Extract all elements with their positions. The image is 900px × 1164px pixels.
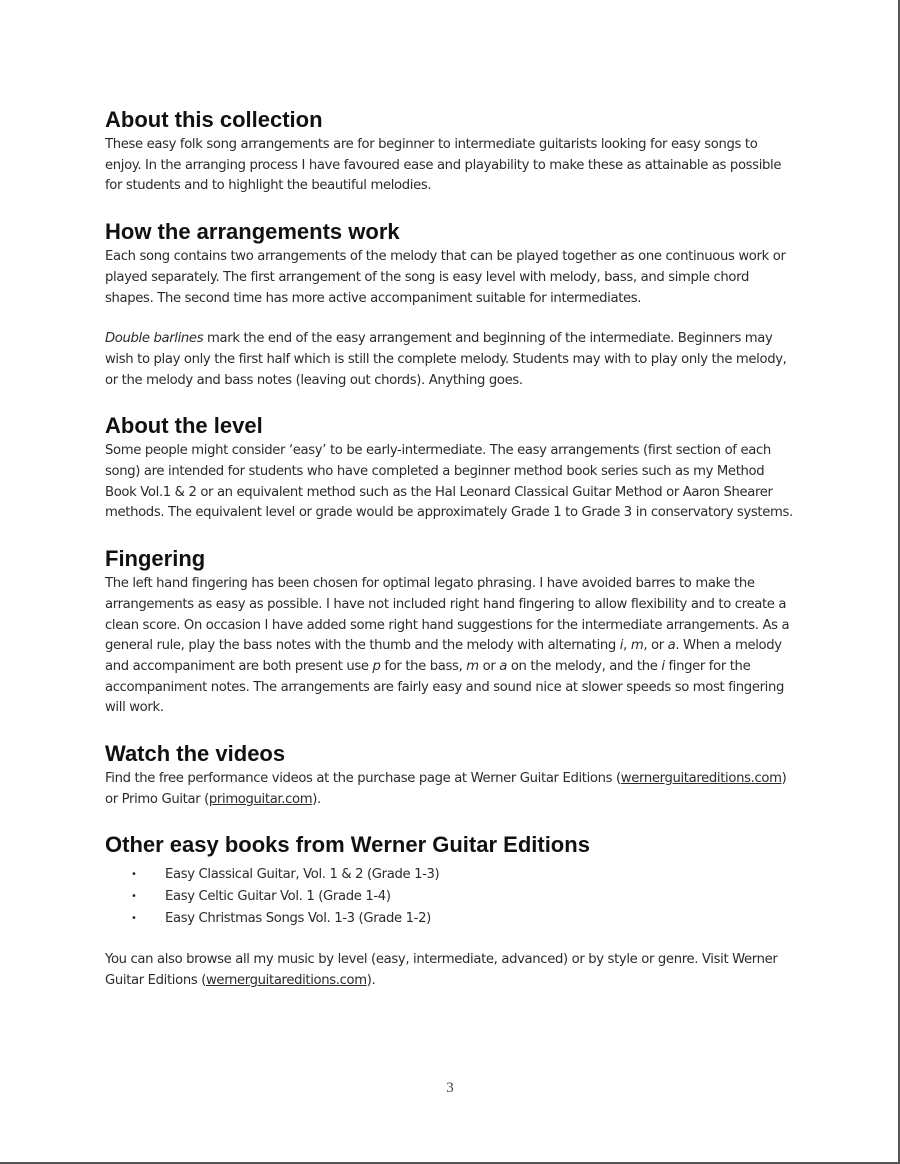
link-primoguitar[interactable]: primoguitar.com — [208, 791, 313, 807]
heading-about: About this collection — [105, 107, 323, 132]
link-wernerguitareditions[interactable]: wernerguitareditions.com — [206, 973, 367, 989]
list-item — [105, 864, 795, 886]
paragraph-level: Some people might consider ‘easy’ to be early-intermediate. The easy arrangements (first section of each song) are intended for students who have completed a beginner method book series such as my Method Book Vol.1 & 2 or an equivalent method such as the Hal Leonard Classical Guitar Method or Aaron Shearer methods. The equivalent level or grade would be approximately Grade 1 to Grade 3 in conservatory systems. — [105, 443, 793, 521]
link-wernerguitareditions[interactable]: wernerguitareditions.com — [620, 771, 782, 787]
paragraph-how-2 — [105, 329, 795, 391]
fingering-text-7: on the melody, and the — [506, 658, 662, 674]
finger-m: m — [466, 658, 479, 674]
section-other-books — [105, 832, 795, 991]
finger-i: i — [619, 638, 624, 654]
finger-m: m — [630, 638, 644, 654]
heading-level: About the level — [105, 413, 263, 439]
paragraph-how-2-text: mark the end of the easy arrangement and beginning of the intermediate. Beginners may wish to play only the first half which is still the complete melody. Students may with to play only the melody, or the melody and bass notes (leaving out chords). Anything goes. — [105, 331, 787, 388]
videos-text-3: ). — [312, 791, 321, 807]
paragraph-browse — [105, 950, 795, 991]
finger-p: p — [372, 658, 381, 674]
fingering-text-4: . When a melody and accompaniment are both present use — [105, 638, 782, 674]
paragraph-fingering — [105, 574, 795, 719]
browse-text-1: You can also browse all my music by level (easy, intermediate, advanced) or by style or genre. Visit Werner Guitar Editions ( — [105, 952, 778, 989]
paragraph-videos — [105, 769, 795, 810]
bullet-icon: • — [131, 913, 137, 925]
list-item — [105, 908, 795, 930]
bullet-icon: • — [131, 869, 137, 881]
browse-text-2: ). — [366, 973, 376, 989]
book-title: Easy Christmas Songs Vol. 1-3 (Grade 1-2) — [165, 911, 431, 927]
finger-a: a — [499, 658, 507, 674]
section-fingering — [105, 546, 795, 719]
fingering-text-6: or — [478, 658, 500, 674]
book-title: Easy Classical Guitar, Vol. 1 & 2 (Grade 1-3) — [165, 867, 440, 883]
paragraph-about: These easy folk song arrangements are for beginner to intermediate guitarists looking for easy songs to enjoy. In the arranging process I have favoured ease and playability to make these as attainable as possible for students and to highlight the beautiful melodies. — [105, 137, 782, 194]
bullet-icon: • — [131, 891, 137, 903]
paragraph-gap — [105, 930, 795, 950]
heading-other-books: Other easy books from Werner Guitar Editions — [105, 832, 590, 858]
book-list — [105, 864, 795, 930]
finger-a: a — [667, 638, 676, 654]
emphasis-double-barlines: Double barlines — [105, 331, 204, 347]
section-how — [105, 219, 795, 391]
list-item — [105, 886, 795, 908]
finger-i: i — [661, 658, 665, 674]
page-number: 3 — [446, 1080, 454, 1096]
fingering-text-5: for the bass, — [380, 658, 467, 674]
paragraph-gap — [105, 309, 795, 329]
section-videos — [105, 741, 795, 810]
book-title: Easy Celtic Guitar Vol. 1 (Grade 1-4) — [165, 889, 391, 905]
heading-videos: Watch the videos — [105, 741, 286, 767]
fingering-text-3: , or — [643, 638, 668, 654]
section-about — [105, 107, 795, 197]
videos-text-2: ) or Primo Guitar ( — [105, 771, 787, 807]
paragraph-how-1: Each song contains two arrangements of the melody that can be played together as one continuous work or played separately. The first arrangement of the song is easy level with melody, bass, and simple chord shapes. The second time has more active accompaniment suitable for intermediates. — [105, 249, 786, 306]
page-content — [105, 107, 795, 1014]
heading-how: How the arrangements work — [105, 219, 400, 245]
fingering-text-8: finger for the accompaniment notes. The arrangements are fairly easy and sound nice at slower speeds so most fingering will work. — [105, 658, 785, 716]
fingering-text-1: The left hand fingering has been chosen for optimal legato phrasing. I have avoided barres to make the arrangements as easy as possible. I have not included right hand fingering to allow flexibility and to create a clean score. On occasion I have added some right hand suggestions for the intermediate arrangements. As a general rule, play the bass notes with the thumb and the melody with alternating — [105, 576, 790, 654]
videos-text-1: Find the free performance videos at the purchase page at Werner Guitar Editions ( — [105, 771, 621, 787]
fingering-text-2: , — [623, 638, 631, 654]
section-level — [105, 413, 795, 524]
heading-fingering: Fingering — [105, 546, 206, 572]
